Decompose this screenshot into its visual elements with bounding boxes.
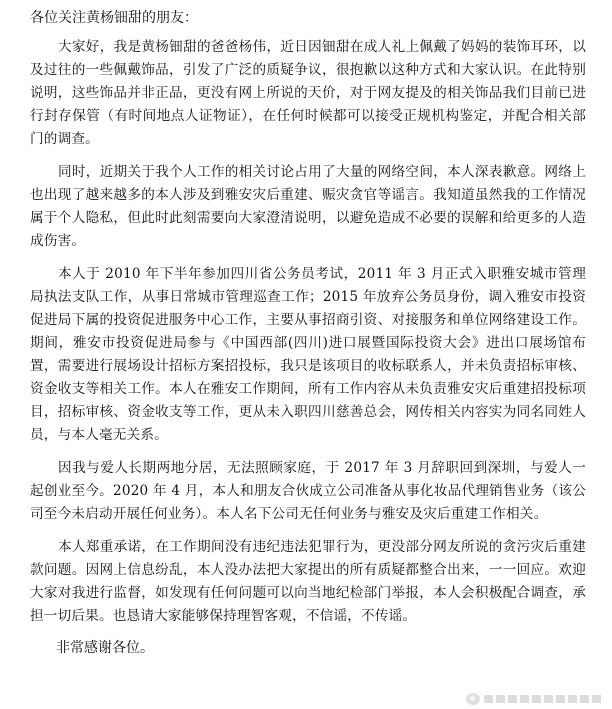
watermark-text (484, 695, 604, 703)
letter-paragraph-4: 因我与爱人长期两地分居，无法照顾家庭，于 2017 年 3 月辞职回到深圳，与爱人一起创业至今。2020 年 4 月，本人和朋友合伙成立公司准备从事化妆品代理销售业务（该公司至今未启动开展任何业务）。本人名下公司无任何业务与雅安及灾后重建工作相关。 (30, 460, 586, 522)
letter-closing: 非常感谢各位。 (56, 640, 154, 656)
letter-paragraph-3: 本人于 2010 年下半年参加四川省公务员考试，2011 年 3 月正式入职雅安城市管理局执法支队工作，从事日常城市管理巡查工作；2015 年放弃公务员身份，调入雅安市投资促进局下属的投资促进服务中心工作，主要从事招商引资、对接服务和单位网络建设工作。期间，雅安市投资促进局参与《中国西部(四川)进口展暨国际投资大会》进出口展场馆布置，需要进行展场设计招标方案招投标，我只是该项目的收标联系人，并未负责招标审核、资金收支等相关工作。本人在雅安工作期间，所有工作内容从未负责雅安灾后重建招投标项目，招标审核、资金收支等工作，更从未入职四川慈善总会，网传相关内容实为同名同姓人员，与本人毫无关系。 (30, 266, 586, 443)
watermark (466, 693, 604, 705)
letter-document (30, 8, 586, 658)
letter-paragraph-2: 同时，近期关于我个人工作的相关讨论占用了大量的网络空间，本人深表歉意。网络上也出现了越来越多的本人涉及到雅安灾后重建、赈灾贪官等谣言。我知道虽然我的工作情况属于个人隐私，但此时此刻需要向大家澄清说明，以避免造成不必要的误解和给更多的人造成伤害。 (30, 164, 586, 249)
letter-paragraph-5: 本人郑重承诺，在工作期间没有违纪违法犯罪行为，更没部分网友所说的贪污灾后重建款问题。因网上信息纷乱，本人没办法把大家提出的所有质疑都整合出来，一一回应。欢迎大家对我进行监督，如发现有任何问题可以向当地纪检部门举报，本人会积极配合调查，承担一切后果。也恳请大家能够保持理智客观，不信谣，不传谣。 (30, 539, 586, 624)
letter-salutation: 各位关注黄杨钿甜的朋友： (30, 10, 198, 26)
weibo-logo-icon (466, 693, 480, 705)
letter-paragraph-1: 大家好，我是黄杨钿甜的爸爸杨伟，近日因钿甜在成人礼上佩戴了妈妈的装饰耳环，以及过往的一些佩戴饰品，引发了广泛的质疑争议，很抱歉以这种方式和大家认识。在此特别说明，这些饰品并非正品，更没有网上所说的天价，对于网友提及的相关饰品我们目前已进行封存保管（有时间地点人证物证），在任何时候都可以接受正规机构鉴定，并配合相关部门的调查。 (30, 39, 586, 147)
